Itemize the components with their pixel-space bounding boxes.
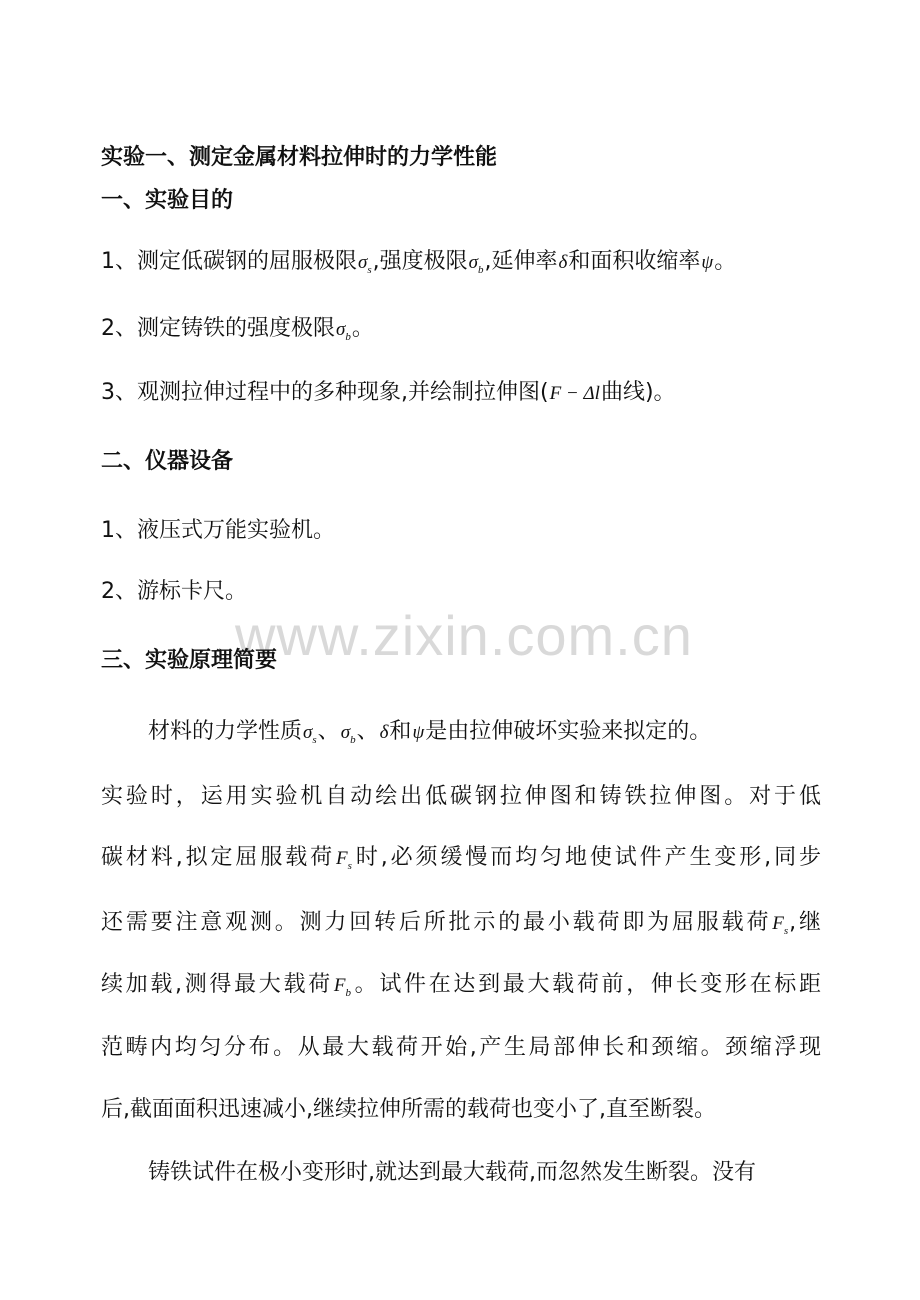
psi-symbol: ψ [412,722,425,743]
principle-paragraph-1-line-2: 实验时，运用实验机自动绘出低碳钢拉伸图和铸铁拉伸图。对于低 [101,784,821,809]
sigma-b-symbol: $\sigma_b$ [340,722,356,746]
equipment-item-2: 2、游标卡尺。 [101,579,247,604]
principle-paragraph-1-line-6: 范畴内均匀分布。从最大载荷开始,产生局部伸长和颈缩。颈缩浮现 [101,1035,821,1060]
sigma-s-symbol: $\sigma_s$ [303,722,317,746]
objective-item-2: 2、测定铸铁的强度极限$\sigma_b$。 [101,316,374,343]
principle-paragraph-1-line-4: 还需要注意观测。测力回转后所批示的最小载荷即为屈服载荷$F_s$,继 [101,910,821,937]
principle-paragraph-1-line-5: 续加载,测得最大载荷$F_b$。试件在达到最大载荷前，伸长变形在标距 [101,972,821,999]
objective-item-1: 1、测定低碳钢的屈服极限$\sigma_s$,强度极限$\sigma_b$,延伸率δ和面积收缩率ψ。 [101,249,737,276]
force-elongation-symbol: F − Δl [549,383,600,404]
sigma-b-symbol: $\sigma_b$ [336,319,351,343]
force-s-symbol: $F_s$ [336,848,352,872]
section-heading-objectives: 一、实验目的 [101,188,234,213]
force-s-symbol: $F_s$ [772,913,789,937]
section-heading-equipment: 二、仪器设备 [101,449,234,474]
force-b-symbol: $F_b$ [333,975,351,999]
equipment-item-1: 1、液压式万能实验机。 [101,518,335,543]
principle-paragraph-2-line-1: 铸铁试件在极小变形时,就达到最大载荷,而忽然发生断裂。没有 [148,1160,756,1185]
principle-paragraph-1-line-3: 碳材料,拟定屈服载荷$F_s$时,必须缓慢而均匀地使试件产生变形,同步 [101,845,821,872]
sigma-s-symbol: $\sigma_s$ [358,252,372,276]
document-title: 实验一、测定金属材料拉伸时的力学性能 [101,145,498,170]
sigma-b-symbol: $\sigma_b$ [468,252,484,276]
principle-paragraph-1-line-1: 材料的力学性质$\sigma_s$、$\sigma_b$、δ和ψ是由拉伸破坏实验来拟定的。 [148,719,712,746]
section-heading-principle: 三、实验原理简要 [101,648,278,673]
delta-symbol: δ [558,252,568,273]
psi-symbol: ψ [701,252,714,273]
principle-paragraph-1-line-7: 后,截面面积迅速减小,继续拉伸所需的载荷也变小了,直至断裂。 [101,1097,716,1122]
objective-item-3: 3、观测拉伸过程中的多种现象,并绘制拉伸图(F − Δl曲线)。 [101,380,676,405]
delta-symbol: δ [379,722,389,743]
watermark: www.zixin.com.cn [235,604,693,667]
